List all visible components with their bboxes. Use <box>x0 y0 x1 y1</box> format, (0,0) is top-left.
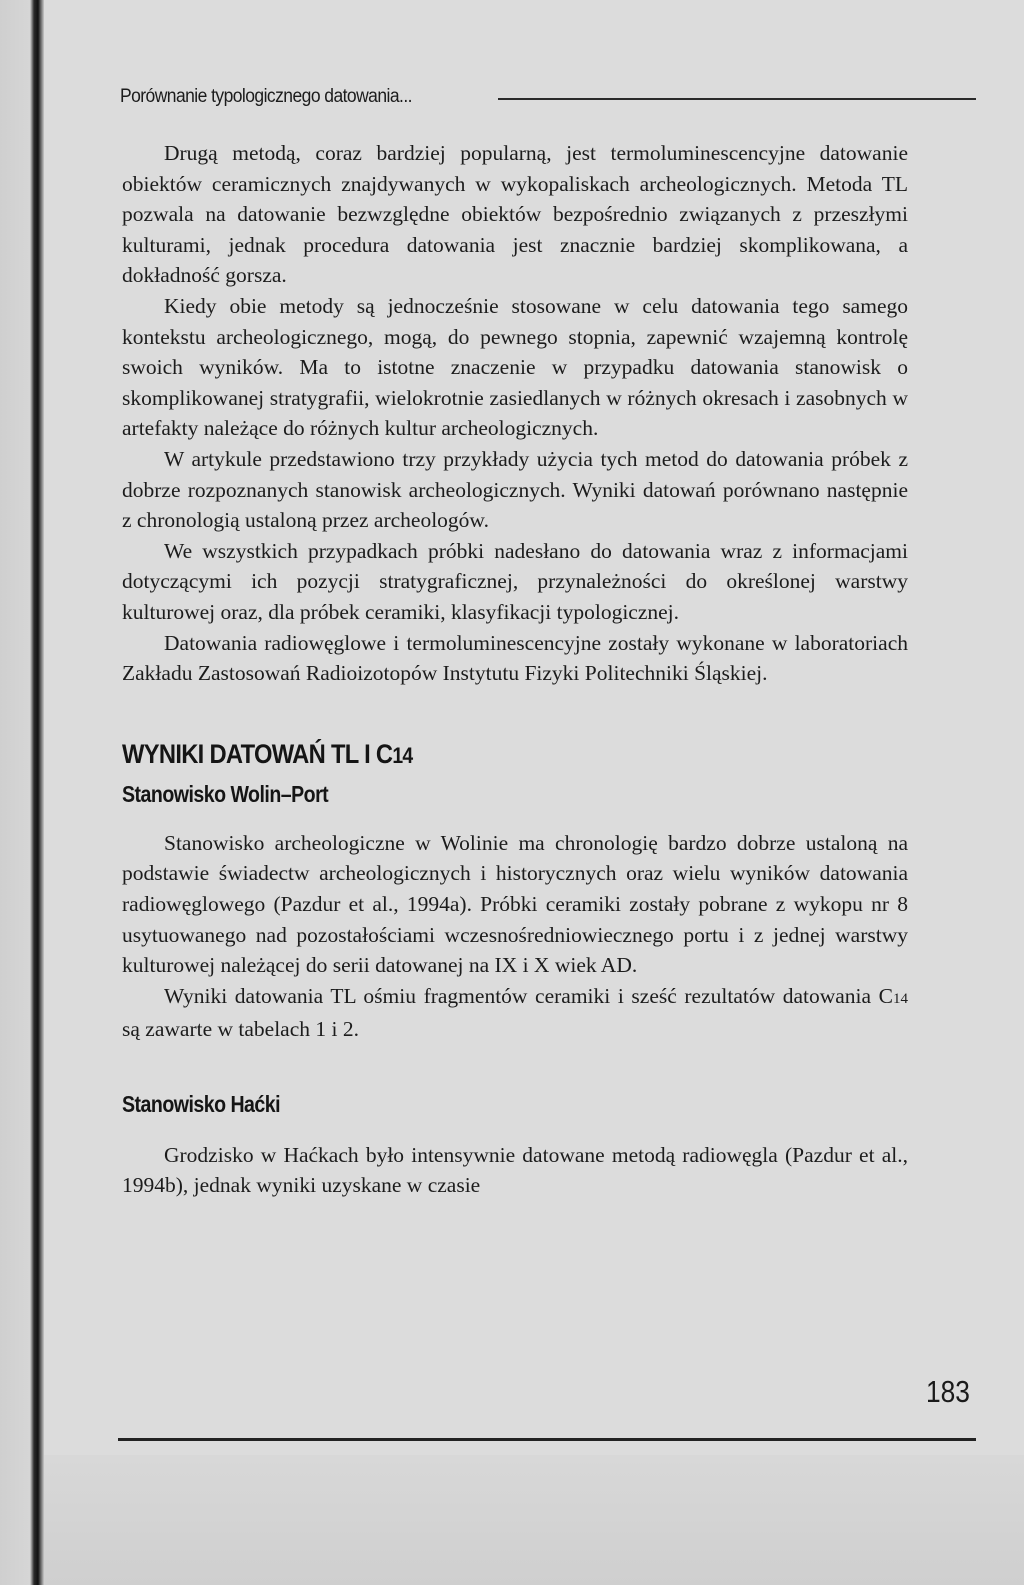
section-heading-text: WYNIKI DATOWAŃ TL I C <box>122 738 393 769</box>
paragraph-intro-5: Datowania radiowęglowe i termoluminescencyjne zostały wykonane w laboratoriach Zakładu Zastosowań Radioizotopów Instytutu Fizyki Politechniki Śląskiej. <box>122 630 908 686</box>
paragraph-wolin-2-end: są zawarte w tabelach 1 i 2. <box>122 1017 359 1042</box>
paragraph-wolin-2 <box>122 981 908 1045</box>
header-rule <box>498 98 976 100</box>
paragraph-intro-3: W artykule przedstawiono trzy przykłady użycia tych metod do datowania próbek z dobrze rozpoznanych stanowisk archeologicznych. Wyniki datowań porównano następnie z chronologią ustaloną przez archeologów. <box>122 446 908 533</box>
paragraph-hacki-1: Grodzisko w Haćkach było intensywnie datowane metodą radiowęgla (Pazdur et al., 1994b), jednak wyniki uzyskane w czasie <box>122 1142 908 1198</box>
running-title: Porównanie typologicznego datowania... <box>120 86 412 107</box>
subsection-heading-hacki: Stanowisko Haćki <box>122 1091 281 1118</box>
footer-rule <box>118 1438 976 1441</box>
paragraph-intro-4: We wszystkich przypadkach próbki nadesłano do datowania wraz z informacjami dotyczącymi ich pozycji stratygraficznej, przynależności do określonej warstwy kulturowej oraz, dla próbek ceramiki, klasyfikacji typologicznej. <box>122 538 908 624</box>
subsection-heading-wolin: Stanowisko Wolin–Port <box>122 781 329 808</box>
paragraph-wolin-2-subscript: 14 <box>893 990 908 1007</box>
page-bottom-margin <box>44 1455 1024 1585</box>
paragraph-intro-1: Drugą metodą, coraz bardziej popularną, jest termoluminescencyjne datowanie obiektów ceramicznych znajdywanych w wykopaliskach archeologicznych. Metoda TL pozwala na datowanie bezwzględne obiektów bezpośrednio związanych z przeszłymi kulturami, jednak procedura datowania jest znacznie bardziej skomplikowana, a dokładność gorsza. <box>122 141 908 288</box>
body-text <box>122 138 908 1201</box>
page-number: 183 <box>926 1374 970 1409</box>
section-heading-subscript: 14 <box>392 742 413 768</box>
paragraph-wolin-2-start: Wyniki datowania TL ośmiu fragmentów ceramiki i sześć rezultatów datowania C <box>164 983 893 1008</box>
section-heading-results <box>122 739 814 772</box>
paragraph-wolin-1: Stanowisko archeologiczne w Wolinie ma chronologię bardzo dobrze ustaloną na podstawie świadectw archeologicznych i historycznych oraz wielu wyników datowania radiowęglowego (Pazdur et al., 1994a). Próbki ceramiki zostały pobrane z wykopu nr 8 usytuowanego nad pozostałościami wczesnośredniowiecznego portu i z jednej warstwy kulturowej należącej do serii datowanej na IX i X wiek AD. <box>122 830 908 978</box>
paragraph-intro-2: Kiedy obie metody są jednocześnie stosowane w celu datowania tego samego kontekstu archeologicznego, mogą, do pewnego stopnia, zapewnić wzajemną kontrolę swoich wyników. Ma to istotne znaczenie w przypadku datowania stanowisk o skomplikowanej stratygrafii, wielokrotnie zasiedlanych w różnych okresach i zasobnych w artefakty należące do różnych kultur archeologicznych. <box>122 293 908 441</box>
page-binding-edge <box>0 0 44 1585</box>
